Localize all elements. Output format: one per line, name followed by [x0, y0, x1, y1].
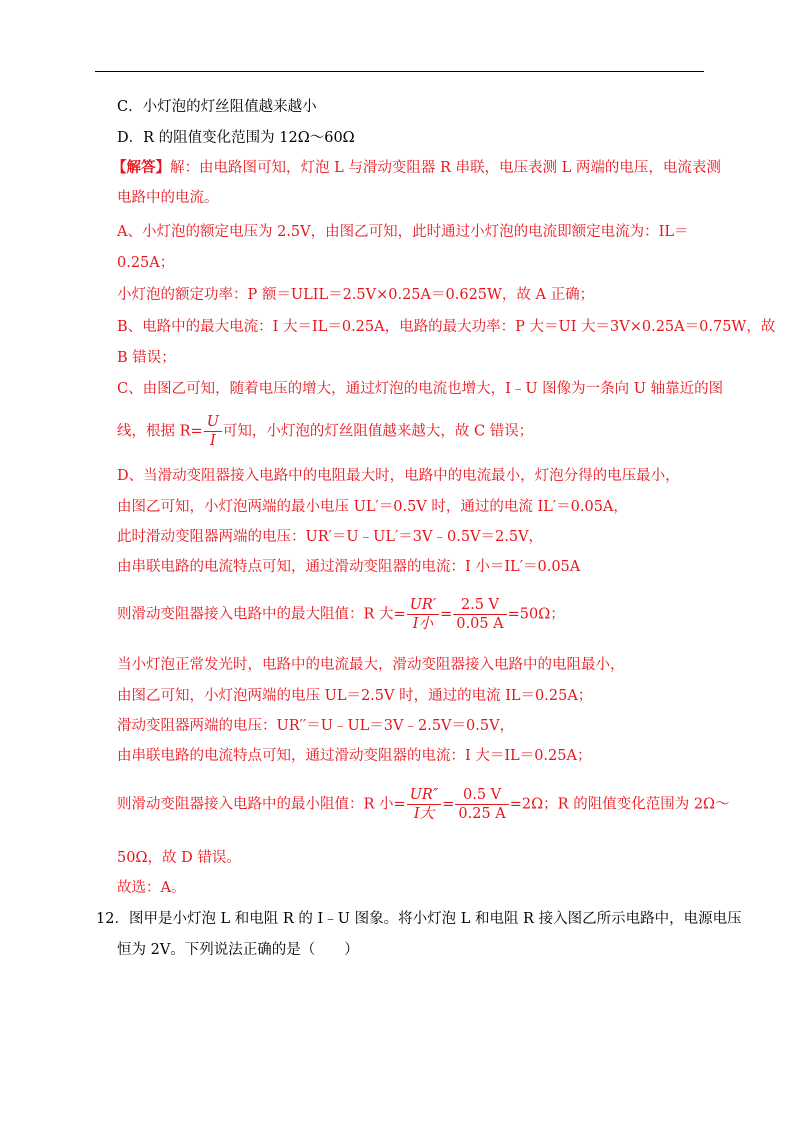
answer-tag: 【解答】 [112, 159, 170, 176]
answer-a-line-2: 0.25A； [117, 255, 175, 271]
answer-b-line-2: B 错误； [117, 350, 176, 366]
max-resistance-text-pre: 则滑动变阻器接入电路中的最大阻值：R 大= [117, 606, 406, 623]
fraction-denominator: I [209, 433, 216, 449]
fraction-denominator: 0.25 A [458, 806, 506, 822]
answer-c-line-2 [117, 413, 533, 450]
question-12-line-1: 12．图甲是小灯泡 L 和电阻 R 的 I﹣U 图象。将小灯泡 L 和电阻 R 接入图乙所示电路中，电源电压 [96, 911, 742, 927]
max-resistance-symbolic-fraction [407, 596, 439, 633]
answer-d-line-6: 当小灯泡正常发光时，电路中的电流最大，滑动变阻器接入电路中的电阻最小， [117, 657, 625, 673]
answer-d-line-11: 50Ω，故 D 错误。 [117, 850, 241, 866]
answer-d-line-3: 此时滑动变阻器两端的电压：UR′＝U﹣UL′＝3V﹣0.5V＝2.5V， [117, 529, 544, 545]
answer-a-line-3: 小灯泡的额定功率：P 额＝ULIL＝2.5V×0.25A＝0.625W，故 A 正确； [117, 287, 595, 303]
min-resistance-numeric-fraction [455, 786, 508, 823]
answer-d-line-10: 则滑动变阻器接入电路中的最小阻值：R 小= $\frac{UR''}{\text{I大}}$ = $\frac{0.5 V}{0.25 A}$ =2Ω；R 的阻值变化范围为 2Ω～ [117, 787, 730, 822]
answer-d-line-1: D、当滑动变阻器接入电路中的电阻最大时，电路中的电流最小，灯泡分得的电压最小， [117, 468, 680, 484]
min-resistance-text-post: =2Ω；R 的阻值变化范围为 2Ω～ [509, 796, 730, 813]
max-resistance-text-post: =50Ω； [507, 606, 565, 623]
fraction-denominator: I大 [413, 806, 435, 822]
answer-choice: 故选：A。 [117, 880, 186, 896]
option-d: D．R 的阻值变化范围为 12Ω～60Ω [117, 130, 355, 146]
answer-c-text-post: 可知，小灯泡的灯丝阻值越来越大，故 C 错误； [222, 423, 534, 440]
answer-d-line-7: 由图乙可知，小灯泡两端的电压 UL＝2.5V 时，通过的电流 IL＝0.25A； [117, 688, 593, 704]
fraction-numerator: 0.5 V [455, 786, 508, 805]
fraction-numerator: 2.5 V [453, 596, 506, 615]
answer-d-line-8: 滑动变阻器两端的电压：UR′′＝U﹣UL＝3V﹣2.5V＝0.5V， [117, 718, 515, 734]
question-12-line-2: 恒为 2V。下列说法正确的是（ ） [117, 942, 359, 958]
fraction-numerator: U [204, 413, 222, 432]
fraction-denominator: I小 [412, 616, 434, 632]
answer-intro-line-1 [112, 158, 721, 178]
answer-c-text-pre: 线，根据 R= [117, 423, 203, 440]
answer-intro-text: 解：由电路图可知，灯泡 L 与滑动变阻器 R 串联，电压表测 L 两端的电压，电流表测 [170, 160, 721, 176]
answer-a-line-1: A、小灯泡的额定电压为 2.5V，由图乙可知，此时通过小灯泡的电流即额定电流为：IL＝ [117, 224, 689, 240]
answer-d-line-9: 由串联电路的电流特点可知，通过滑动变阻器的电流：I 大＝IL＝0.25A； [117, 748, 592, 764]
answer-b-line-1: B、电路中的最大电流：I 大＝IL＝0.25A，电路的最大功率：P 大＝UI 大＝3V×0.25A＝0.75W，故 [117, 319, 776, 335]
fraction-numerator: UR″ [407, 786, 442, 805]
option-c: C．小灯泡的灯丝阻值越来越小 [117, 99, 317, 115]
answer-d-line-5: 则滑动变阻器接入电路中的最大阻值：R 大= $\frac{UR'}{\text{I小}}$ = $\frac{2.5 V}{0.05 A}$ =50Ω； [117, 597, 565, 632]
answer-intro-line-2: 电路中的电流。 [117, 190, 219, 206]
max-resistance-numeric-fraction [453, 596, 506, 633]
fraction-denominator: 0.05 A [456, 616, 504, 632]
min-resistance-text-pre: 则滑动变阻器接入电路中的最小阻值：R 小= [117, 796, 406, 813]
answer-c-line-1: C、由图乙可知，随着电压的增大，通过灯泡的电流也增大，I﹣U 图像为一条向 U 轴靠近的图 [117, 381, 724, 397]
header-rule [95, 71, 704, 72]
min-resistance-symbolic-fraction [407, 786, 442, 823]
answer-d-line-2: 由图乙可知，小灯泡两端的最小电压 UL′＝0.5V 时，通过的电流 IL′＝0.05A， [117, 499, 628, 515]
answer-d-line-4: 由串联电路的电流特点可知，通过滑动变阻器的电流：I 小＝IL′＝0.05A [117, 559, 581, 575]
r-equals-u-over-i-fraction [204, 413, 222, 450]
fraction-numerator: UR′ [407, 596, 439, 615]
